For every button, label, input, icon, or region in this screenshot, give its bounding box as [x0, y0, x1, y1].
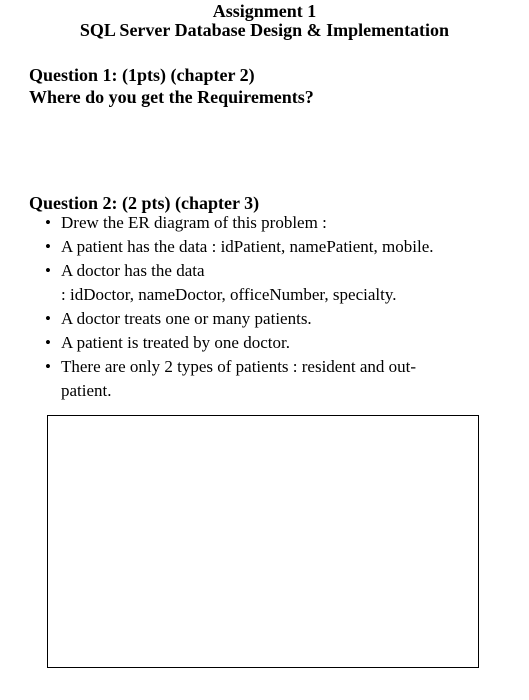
answer-box: [47, 415, 479, 668]
bullet-continuation: : idDoctor, nameDoctor, officeNumber, specialty.: [61, 285, 397, 304]
page-subtitle: SQL Server Database Design & Implementation: [79, 20, 450, 40]
bullet-text: A patient is treated by one doctor.: [61, 333, 290, 352]
bullet-icon: •: [45, 261, 51, 280]
bullet-item: [0, 355, 481, 379]
bullet-item: [0, 259, 481, 283]
bullet-text: A patient has the data : idPatient, namePatient, mobile.: [61, 237, 434, 256]
bullet-item: [0, 211, 481, 235]
bullet-text: A doctor treats one or many patients.: [61, 309, 312, 328]
bullet-item: [0, 235, 481, 259]
bullet-item: [0, 331, 481, 355]
bullet-continuation: patient.: [61, 381, 112, 400]
bullet-icon: •: [45, 333, 51, 352]
question-1-title: Question 1: (1pts) (chapter 2): [29, 65, 255, 85]
bullet-icon: •: [45, 237, 51, 256]
bullet-icon: •: [45, 309, 51, 328]
bullet-text: There are only 2 types of patients : resident and out-: [61, 357, 416, 376]
question-2-bullet-list: [0, 211, 529, 403]
bullet-icon: •: [45, 213, 51, 232]
question-1-text: Where do you get the Requirements?: [29, 87, 314, 107]
bullet-text: A doctor has the data: [61, 261, 205, 280]
question-2-title: Question 2: (2 pts) (chapter 3): [29, 193, 260, 213]
bullet-icon: •: [45, 357, 51, 376]
bullet-text: Drew the ER diagram of this problem :: [61, 213, 327, 232]
bullet-item: [0, 307, 481, 331]
page-title: Assignment 1: [212, 1, 317, 21]
